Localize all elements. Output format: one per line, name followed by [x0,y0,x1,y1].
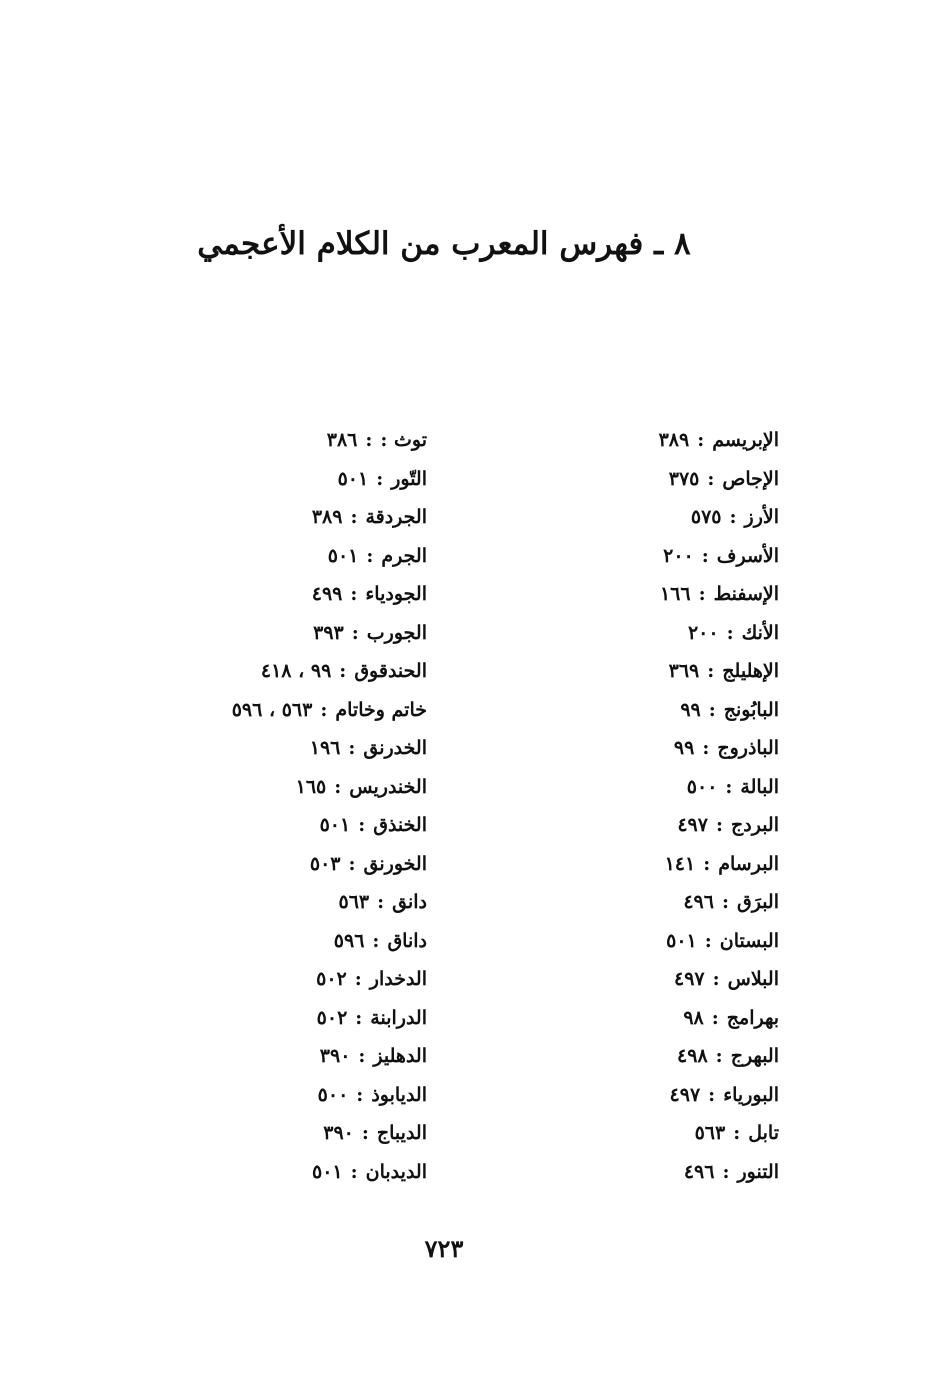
index-term: الحندقوق [354,660,427,682]
index-separator: : [365,429,373,451]
index-term: الديدبان [365,1160,427,1183]
index-page-refs: ٥٠١ [327,544,359,567]
index-page-refs: ١٩٦ [309,737,341,759]
index-term: الخندريس [349,775,427,798]
index-page-refs: ٥٠١ [666,929,697,952]
index-page-refs: ٣٧٥ [668,467,700,490]
index-separator: : [372,929,380,952]
index-page-refs: ٩٨ [683,1006,704,1029]
index-term: الإهليلج [722,660,779,682]
index-page-refs: ٥٠٣ [309,852,341,875]
index-entry [97,883,427,922]
index-page-refs: ٣٩٠ [323,1122,354,1144]
index-separator: : [697,429,705,451]
index-separator: : [361,1122,369,1144]
index-separator: : [729,506,737,528]
index-entry [97,1037,427,1076]
index-entry [97,1076,427,1115]
index-term: البهرج [730,1045,779,1067]
index-term: الديابوذ [371,1083,427,1106]
index-entry [97,729,427,768]
index-entry [489,460,779,499]
index-page-refs: ٥٩٦ [333,929,365,952]
index-entry [489,845,779,884]
index-column-right [489,421,779,1191]
index-page-refs: ٥٠٢ [316,968,347,990]
index-separator: : [348,852,356,875]
index-page-refs: ٣٨٩ [658,429,690,451]
index-page-refs: ٥٦٣ [694,1122,726,1144]
index-page-refs: ٤٩٧ [674,968,705,990]
index-page-refs: ٥٦٣ ، ٥٩٦ [231,698,313,721]
index-entry [489,883,779,922]
index-page-refs: ٣٩٣ [313,621,344,644]
index-term: البورياء [723,1083,779,1106]
index-term: البلاس [727,968,779,990]
index-term: الجودياء [365,583,427,605]
index-term: الديباج [376,1122,427,1144]
index-separator: : [707,467,715,490]
index-page-refs: ٤٩٨ [677,1045,708,1067]
index-entry [489,1076,779,1115]
index-page-refs: ٥٠١ [319,814,351,836]
index-page-refs: ٥٠٠ [686,775,718,798]
index-term: دانق [392,891,427,913]
index-separator: : [350,506,358,528]
index-entry [489,768,779,807]
index-entry [97,498,427,537]
index-separator: : [698,583,706,605]
page-title: ٨ ـ فهرس المعرب من الكلام الأعجمي [197,226,691,262]
index-entry [489,999,779,1038]
index-separator: : [721,891,729,913]
index-term: الأسرف [716,544,779,567]
index-separator: : [711,1006,719,1029]
index-entry [489,922,779,961]
index-entry [97,537,427,576]
index-term: البرسام [718,852,779,875]
index-separator: : [715,814,723,836]
index-entry [97,575,427,614]
index-page-refs: ٥٧٥ [690,506,722,528]
index-separator: : [701,544,709,567]
index-entry [97,845,427,884]
index-page-refs: ٩٩ [673,737,695,759]
index-page-refs: ٩٩ ، ٤١٨ [260,660,332,682]
index-entry [97,922,427,961]
index-entry [97,691,427,730]
index-page-refs: ٥٠٢ [316,1006,348,1029]
index-entry [489,498,779,537]
index-page-refs: ٣٦٩ [668,660,700,682]
index-term: الجردقة [365,506,427,528]
index-term: تابل [748,1122,779,1144]
index-page-refs: ٤٩٦ [683,891,714,913]
index-separator: : [376,467,384,490]
index-separator: : [358,1045,366,1067]
index-term: بهرامج [726,1006,779,1029]
index-term: داناق [387,929,427,952]
index-separator: : [702,737,710,759]
index-entry [97,460,427,499]
index-separator: : [358,814,366,836]
index-term: الأنك [741,621,779,644]
index-separator: : [715,1045,723,1067]
index-separator: : [708,698,716,721]
index-entry [489,1114,779,1153]
index-entry [489,691,779,730]
index-separator: : [733,1122,741,1144]
index-page-refs: ٢٠٠ [663,544,694,567]
index-separator: : [339,660,347,682]
index-term: الإسفنط [713,583,779,605]
index-separator: : [722,1160,730,1183]
index-entry [97,806,427,845]
index-separator: : [726,621,734,644]
index-entry [97,768,427,807]
index-separator: : [348,737,356,759]
index-entry [97,652,427,691]
index-separator: : [355,1006,363,1029]
index-entry [97,421,427,460]
index-term: الإجاص [722,467,779,490]
index-entry [489,1037,779,1076]
index-entry [489,729,779,768]
index-separator: : [351,621,359,644]
index-column-left [97,421,427,1191]
index-term: الأرز [744,506,779,528]
index-term: البردج [730,814,779,836]
index-separator: : [350,1160,358,1183]
index-entry [97,999,427,1038]
index-entry [97,1114,427,1153]
index-page-refs: ١٦٥ [295,775,327,798]
index-separator: : [334,775,342,798]
index-term: الجورب [366,621,427,644]
index-entry [489,575,779,614]
index-separator: : [704,929,712,952]
index-entry [489,537,779,576]
index-term: الدخدار [369,968,427,990]
index-entry [489,421,779,460]
index-page-refs: ٣٨٦ [326,429,358,451]
index-entry [97,960,427,999]
index-term: البستان [719,929,779,952]
index-page-refs: ٣٩٠ [319,1045,351,1067]
index-page-refs: ٣٨٩ [311,506,343,528]
index-separator: : [725,775,733,798]
index-separator: : [350,583,358,605]
index-entry [489,1153,779,1192]
index-separator: : [354,968,362,990]
index-entry [97,1153,427,1192]
index-entry [489,960,779,999]
index-term: التنور [737,1160,779,1183]
index-separator: : [712,968,720,990]
index-page-refs: ٤٩٧ [669,1083,701,1106]
index-separator: : [707,660,715,682]
index-term: توث : [380,429,427,451]
index-term: البرَق [736,891,779,913]
index-separator: : [366,544,374,567]
index-term: الإبريسم [712,429,779,451]
index-page-refs: ٥٠٠ [317,1083,349,1106]
index-entry [489,806,779,845]
index-term: الخورنق [363,852,427,875]
index-page-refs: ٢٠٠ [687,621,719,644]
index-term: الخدرنق [363,737,427,759]
index-page-refs: ١٦٦ [659,583,691,605]
index-page-refs: ٥٦٣ [338,891,370,913]
index-page-refs: ١٤١ [664,852,696,875]
index-separator: : [703,852,711,875]
index-page-refs: ٤٩٧ [677,814,708,836]
index-term: التّور [391,467,427,490]
index-separator: : [320,698,328,721]
index-entry [97,614,427,653]
index-page-refs: ٥٠١ [312,1160,343,1183]
index-term: الدرابنة [370,1006,427,1029]
index-separator: : [708,1083,716,1106]
page-number: ٧٢٣ [424,1234,464,1263]
index-term: خاتم وخاتام [335,698,427,721]
index-term: الجرم [381,544,427,567]
index-page-refs: ٥٠١ [337,467,369,490]
index-term: الخنذق [373,814,427,836]
index-entry [489,614,779,653]
index-page-refs: ٩٩ [680,698,701,721]
index-term: الدهليز [373,1045,427,1067]
index-term: البالة [740,775,779,798]
index-entry [489,652,779,691]
index-page-refs: ٤٩٦ [683,1160,715,1183]
index-term: الباذروج [717,737,779,759]
index-separator: : [377,891,385,913]
index-page-refs: ٤٩٩ [311,583,343,605]
index-separator: : [356,1083,364,1106]
index-term: البابُونج [723,698,779,721]
